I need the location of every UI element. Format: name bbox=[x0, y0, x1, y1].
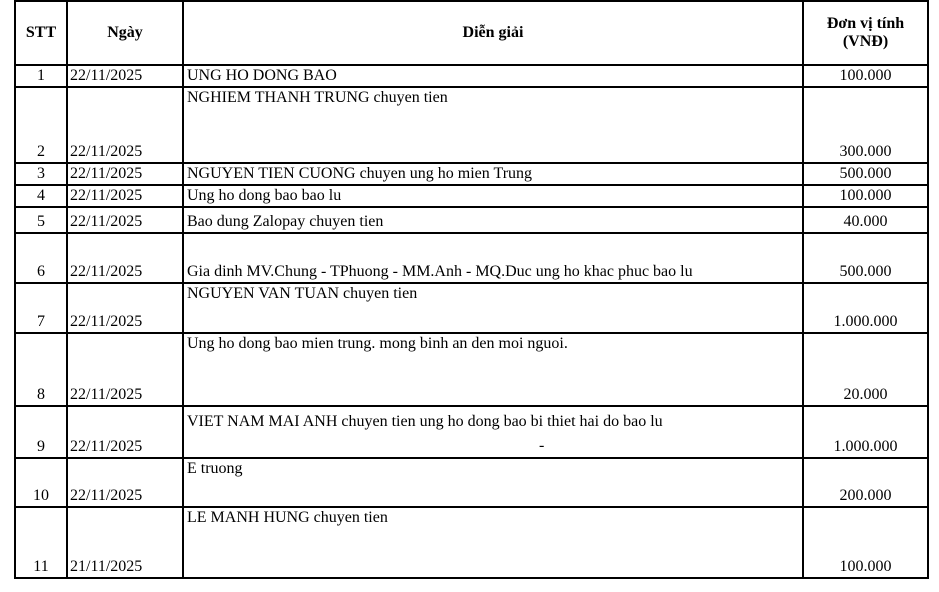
row-stt: 1 bbox=[15, 65, 67, 87]
row-amount: 40.000 bbox=[803, 207, 928, 233]
table-header-row bbox=[15, 1, 928, 65]
row-description-text: Ung ho dong bao mien trung. mong binh an den moi nguoi. bbox=[187, 335, 568, 352]
row-description-text: UNG HO DONG BAO bbox=[187, 67, 337, 84]
row-date: 22/11/2025 bbox=[67, 65, 183, 87]
row-description bbox=[183, 163, 803, 185]
table-row bbox=[15, 65, 928, 87]
table-row bbox=[15, 333, 928, 406]
row-amount: 100.000 bbox=[803, 65, 928, 87]
row-stt: 2 bbox=[15, 87, 67, 163]
row-description-text: LE MANH HUNG chuyen tien bbox=[187, 509, 388, 526]
row-stt: 6 bbox=[15, 233, 67, 283]
row-description-text: NGUYEN TIEN CUONG chuyen ung ho mien Trung bbox=[187, 165, 533, 182]
row-description bbox=[183, 283, 803, 333]
table-row bbox=[15, 163, 928, 185]
header-stt: STT bbox=[15, 1, 67, 65]
row-description-text: Bao dung Zalopay chuyen tien bbox=[187, 213, 384, 230]
header-description: Diễn giải bbox=[183, 1, 803, 65]
row-date: 22/11/2025 bbox=[67, 163, 183, 185]
row-description-text: Gia dinh MV.Chung - TPhuong - MM.Anh - MQ.Duc ung ho khac phuc bao lu bbox=[187, 263, 693, 280]
row-date: 22/11/2025 bbox=[67, 207, 183, 233]
row-date: 22/11/2025 bbox=[67, 233, 183, 283]
row-description bbox=[183, 65, 803, 87]
header-date: Ngày bbox=[67, 1, 183, 65]
row-amount: 100.000 bbox=[803, 507, 928, 578]
table-row bbox=[15, 507, 928, 578]
row-description bbox=[183, 207, 803, 233]
table-row bbox=[15, 233, 928, 283]
row-amount: 500.000 bbox=[803, 233, 928, 283]
row-description-text: E truong bbox=[187, 460, 243, 477]
row-description bbox=[183, 185, 803, 207]
row-date: 21/11/2025 bbox=[67, 507, 183, 578]
table-row bbox=[15, 185, 928, 207]
row-description bbox=[183, 333, 803, 406]
header-amount-line1: Đơn vị tính bbox=[826, 15, 905, 32]
row-date: 22/11/2025 bbox=[67, 283, 183, 333]
row-stt: 7 bbox=[15, 283, 67, 333]
row-date: 22/11/2025 bbox=[67, 333, 183, 406]
row-amount: 100.000 bbox=[803, 185, 928, 207]
table-row bbox=[15, 87, 928, 163]
table-row bbox=[15, 406, 928, 458]
row-date: 22/11/2025 bbox=[67, 185, 183, 207]
row-description-text: NGUYEN VAN TUAN chuyen tien bbox=[187, 285, 418, 302]
row-description bbox=[183, 406, 803, 458]
row-stt: 5 bbox=[15, 207, 67, 233]
row-amount: 200.000 bbox=[803, 458, 928, 507]
row-stt: 9 bbox=[15, 406, 67, 458]
row-description-dash: - bbox=[539, 437, 545, 454]
row-amount: 1.000.000 bbox=[803, 406, 928, 458]
row-stt: 11 bbox=[15, 507, 67, 578]
row-amount: 300.000 bbox=[803, 87, 928, 163]
row-date: 22/11/2025 bbox=[67, 458, 183, 507]
row-description bbox=[183, 507, 803, 578]
row-description bbox=[183, 458, 803, 507]
row-amount: 1.000.000 bbox=[803, 283, 928, 333]
row-stt: 4 bbox=[15, 185, 67, 207]
row-stt: 10 bbox=[15, 458, 67, 507]
table-row bbox=[15, 458, 928, 507]
row-description-text: VIET NAM MAI ANH chuyen tien ung ho dong bao bi thiet hai do bao lu bbox=[187, 413, 663, 430]
table-row bbox=[15, 283, 928, 333]
row-stt: 8 bbox=[15, 333, 67, 406]
header-amount-line2: (VNĐ) bbox=[842, 33, 889, 50]
row-date: 22/11/2025 bbox=[67, 87, 183, 163]
donation-table bbox=[14, 0, 929, 579]
row-description-text: Ung ho dong bao bao lu bbox=[187, 187, 342, 204]
row-stt: 3 bbox=[15, 163, 67, 185]
table-row bbox=[15, 207, 928, 233]
row-description-text: NGHIEM THANH TRUNG chuyen tien bbox=[187, 89, 448, 106]
row-description bbox=[183, 87, 803, 163]
row-date: 22/11/2025 bbox=[67, 406, 183, 458]
row-description bbox=[183, 233, 803, 283]
row-amount: 500.000 bbox=[803, 163, 928, 185]
header-amount bbox=[803, 1, 928, 65]
row-amount: 20.000 bbox=[803, 333, 928, 406]
